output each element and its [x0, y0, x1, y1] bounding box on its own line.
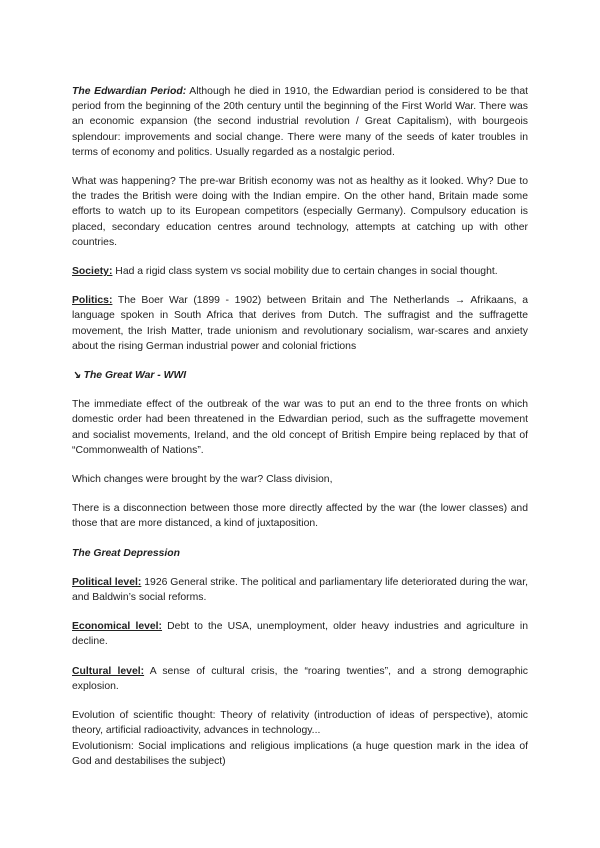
evolutionism-paragraph: Evolutionism: Social implications and religious implications (a huge question mark in the idea of God and destabilises the subject) — [72, 740, 528, 767]
cultural-level-paragraph — [72, 664, 528, 694]
great-war-changes: Which changes were brought by the war? Class division, — [72, 474, 333, 486]
great-war-effect: The immediate effect of the outbreak of the war was to put an end to the three fronts on which domestic order had been threatened in the Edwardian period, such as the suffragette movement and socialist movements, Ireland, and the old concept of British Empire being replaced by that of “Commonwealth of Nations”. — [72, 399, 528, 456]
economical-level-paragraph — [72, 619, 528, 649]
economical-level-label: Economical level: — [72, 621, 163, 633]
cultural-level-label: Cultural level: — [72, 665, 145, 677]
politics-text: The Boer War (1899 - 1902) between Britain and The Netherlands → Afrikaans, a language spoken in South Africa that derives from Dutch. The suffragist and the suffragette movement, the Irish Matter, trade unionism and revolutionary socialism, war-scares and anxiety about the rising German industrial power and colonial frictions — [72, 295, 528, 352]
society-text: Had a rigid class system vs social mobility due to certain changes in social thought. — [112, 266, 498, 278]
edwardian-paragraph — [72, 84, 528, 160]
great-war-title: ↘ The Great War - WWI — [72, 370, 187, 382]
political-level-paragraph — [72, 575, 528, 605]
society-label: Society: — [72, 266, 113, 278]
depression-title: The Great Depression — [72, 547, 180, 559]
evolution-paragraph: Evolution of scientific thought: Theory of relativity (introduction of ideas of perspective), atomic theory, artificial radioactivity, advances in technology... — [72, 710, 528, 737]
society-paragraph — [72, 264, 528, 279]
document-body — [72, 84, 528, 769]
political-level-text: 1926 General strike. The political and parliamentary life deteriorated during the war, and Baldwin’s social reforms. — [72, 576, 528, 604]
edwardian-heading: The Edwardian Period: — [72, 86, 187, 97]
great-war-disconnection: There is a disconnection between those more directly affected by the war (the lower classes) and those that are more distanced, a kind of juxtaposition. — [72, 503, 528, 530]
cultural-level-text: A sense of cultural crisis, the “roaring twenties”, and a strong demographic explosion. — [72, 665, 528, 692]
political-level-label: Political level: — [72, 576, 142, 588]
edwardian-text: Although he died in 1910, the Edwardian period is considered to be that period from the beginning of the 20th century until the beginning of the First World War. There was an economic expansion (the second industrial revolution / Great Capitalism), with bourgeois splendour: improvements and social change. There were many of the seeds of kater troubles in terms of economy and politics. Usually regarded as a nostalgic period. — [72, 86, 528, 158]
politics-label: Politics: — [72, 295, 113, 307]
politics-paragraph — [72, 293, 528, 354]
happening-paragraph: What was happening? The pre-war British economy was not as healthy as it looked. Why? Due to the trades the British were doing with the Indian empire. On the other hand, Britain made some efforts to watch up to its European competitors (especially Germany). Compulsory education is placed, secondary education centres around technology, attempts at catching up with other countries. — [72, 176, 528, 248]
economical-level-text: Debt to the USA, unemployment, older heavy industries and agriculture in decline. — [72, 621, 529, 648]
